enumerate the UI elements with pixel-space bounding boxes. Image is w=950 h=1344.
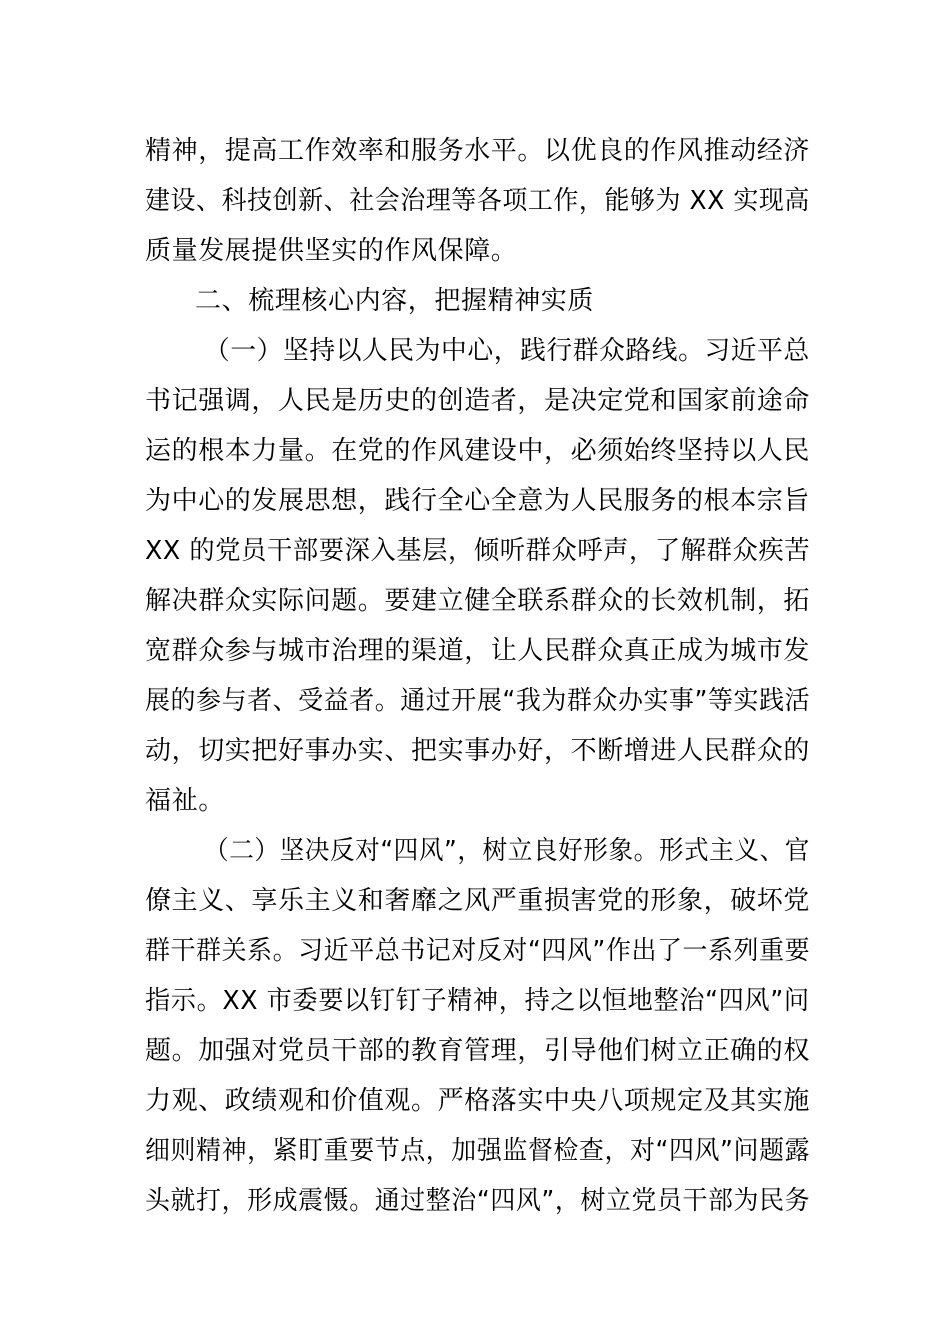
text-line: 展的参与者、受益者。通过开展“我为群众办实事”等实践活 <box>145 686 811 716</box>
text-line: 为中心的发展思想，践行全心全意为人民服务的根本宗旨 <box>145 486 811 516</box>
text-line: 解决群众实际问题。要建立健全联系群众的长效机制，拓 <box>145 586 811 616</box>
text-line: 质量发展提供坚实的作风保障。 <box>145 236 518 266</box>
section-heading: 二、梳理核心内容，把握精神实质 <box>195 286 595 316</box>
text-line: 题。加强对党员干部的教育管理，引导他们树立正确的权 <box>145 1036 811 1066</box>
text-line: 福祉。 <box>145 786 225 816</box>
text-line: 头就打，形成震慑。通过整治“四风”，树立党员干部为民务 <box>145 1186 811 1216</box>
text-line: 书记强调，人民是历史的创造者，是决定党和国家前途命 <box>145 386 811 416</box>
text-line: （一）坚持以人民为中心，践行群众路线。习近平总 <box>204 336 810 366</box>
text-line: （二）坚决反对“四风”，树立良好形象。形式主义、官 <box>204 836 810 866</box>
text-line: 建设、科技创新、社会治理等各项工作，能够为 XX 实现高 <box>145 186 810 216</box>
text-line: 力观、政绩观和价值观。严格落实中央八项规定及其实施 <box>145 1086 811 1116</box>
text-line: 指示。XX 市委要以钉钉子精神，持之以恒地整治“四风”问 <box>145 986 810 1016</box>
text-line: 细则精神，紧盯重要节点，加强监督检查，对“四风”问题露 <box>145 1136 811 1166</box>
text-line: 宽群众参与城市治理的渠道，让人民群众真正成为城市发 <box>145 636 811 666</box>
text-line: 精神，提高工作效率和服务水平。以优良的作风推动经济 <box>145 136 811 166</box>
text-line: 动，切实把好事办实、把实事办好，不断增进人民群众的 <box>145 736 811 766</box>
text-line: XX 的党员干部要深入基层，倾听群众呼声，了解群众疾苦 <box>145 536 811 566</box>
text-line: 群干群关系。习近平总书记对反对“四风”作出了一系列重要 <box>145 936 811 966</box>
text-line: 僚主义、享乐主义和奢靡之风严重损害党的形象，破坏党 <box>145 886 811 916</box>
text-line: 运的根本力量。在党的作风建设中，必须始终坚持以人民 <box>145 436 811 466</box>
